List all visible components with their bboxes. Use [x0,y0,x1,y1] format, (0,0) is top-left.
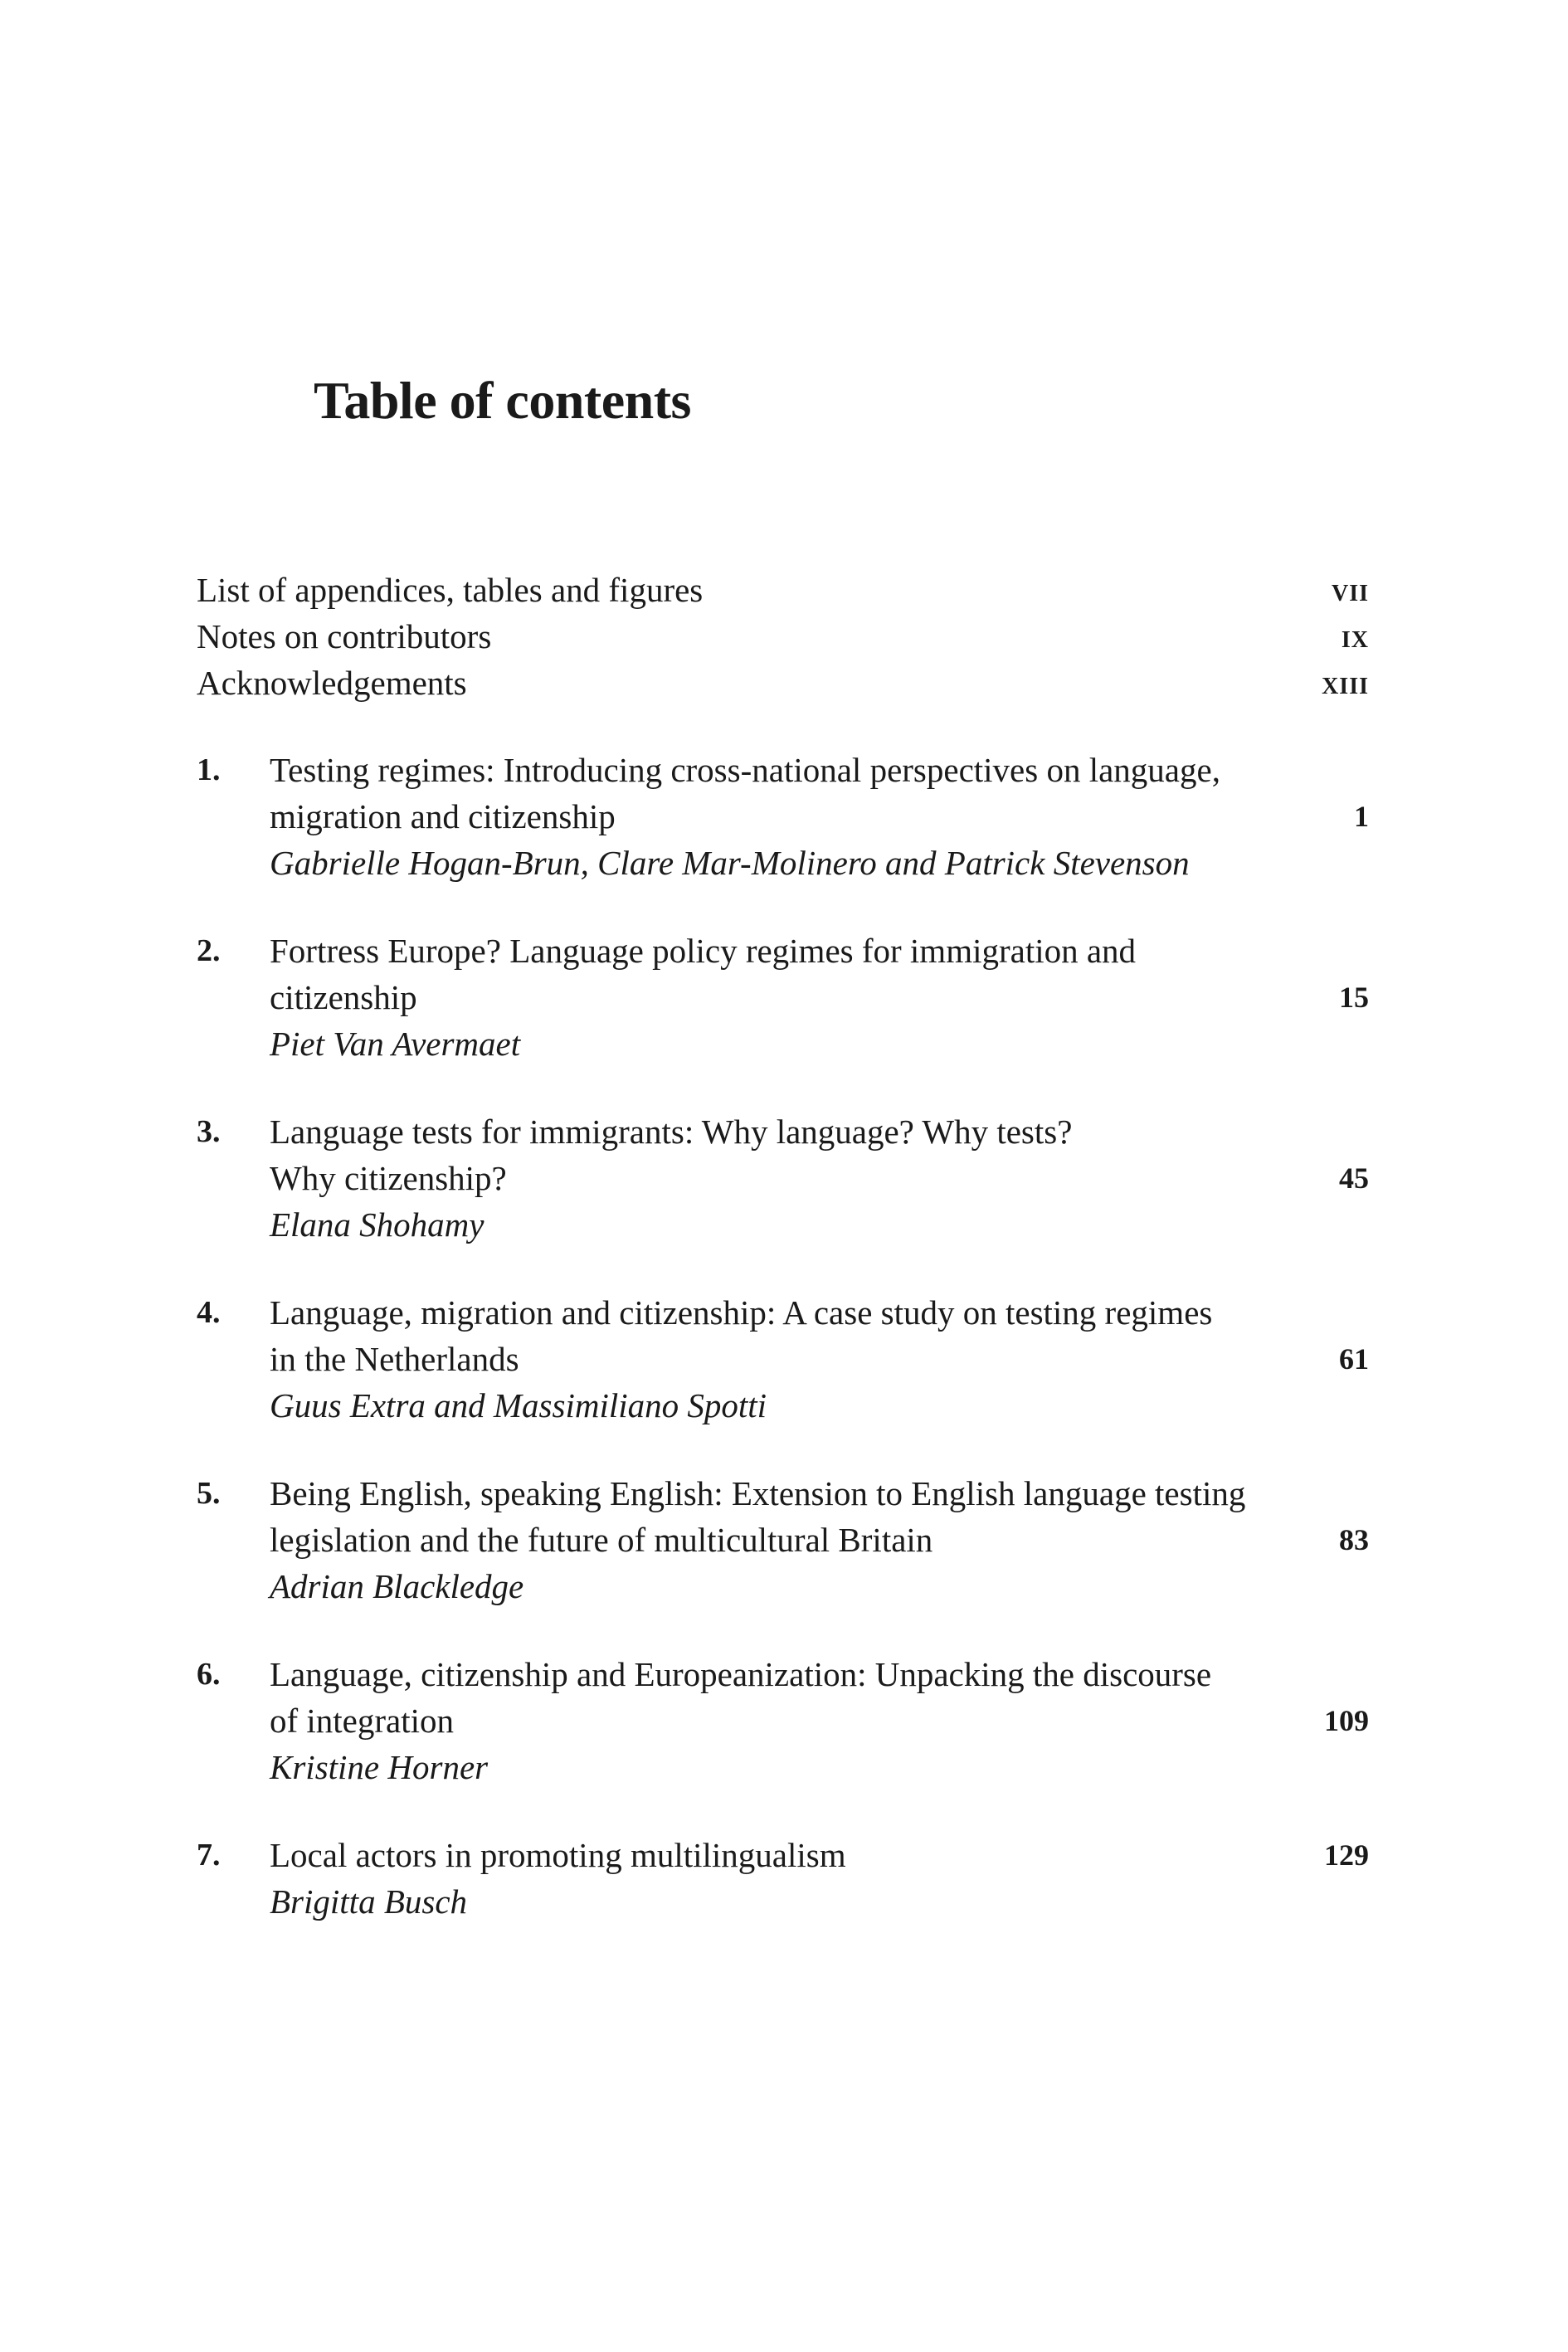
chapter-title-text: migration and citizenship [270,797,616,835]
chapter-entry [197,747,1369,928]
chapter-title-text: citizenship [270,978,417,1016]
chapter-body [270,928,1369,1067]
chapter-number: 2. [197,933,221,968]
front-matter-label: Notes on contributors [197,617,492,655]
chapter-title-line [270,1155,1369,1201]
chapter-page: 129 [1324,1838,1369,1872]
chapter-entry [197,1289,1369,1470]
chapter-title-line [270,1517,1369,1563]
chapter-title-line [270,1336,1369,1382]
chapter-entry [197,1108,1369,1289]
chapter-title-text: in the Netherlands [270,1340,519,1378]
chapter-title-line: Language, migration and citizenship: A case study on testing regimes [270,1293,1213,1332]
chapter-title-text: legislation and the future of multicultural Britain [270,1521,933,1559]
front-matter-page: ix [1341,617,1369,655]
chapter-title-line [270,1697,1369,1744]
chapter-number: 1. [197,752,221,787]
chapter-authors: Brigitta Busch [270,1882,468,1921]
chapter-authors: Kristine Horner [270,1748,489,1786]
chapter-title-line: Being English, speaking English: Extension to English language testing [270,1474,1246,1512]
front-matter-entry [197,613,1369,660]
chapter-number: 4. [197,1295,221,1330]
chapter-authors: Elana Shohamy [270,1205,485,1244]
front-matter-label: Acknowledgements [197,664,467,702]
front-matter-page: vii [1331,571,1369,608]
chapter-title-line [270,793,1369,840]
front-matter-list [197,567,1369,706]
front-matter-entry [197,660,1369,706]
chapter-body [270,1108,1369,1248]
chapter-body [270,1651,1369,1790]
front-matter-page: xiii [1322,664,1369,701]
chapter-title-text: Why citizenship? [270,1159,507,1197]
chapter-title-line: Language, citizenship and Europeanization: Unpacking the discourse [270,1655,1212,1693]
chapter-title-line: Testing regimes: Introducing cross-national perspectives on language, [270,751,1220,789]
chapter-entry [197,928,1369,1108]
front-matter-label: List of appendices, tables and figures [197,571,704,609]
chapter-body [270,1832,1369,1925]
chapter-title-line: Language tests for immigrants: Why language? Why tests? [270,1113,1073,1151]
chapter-title-text: of integration [270,1702,455,1740]
chapter-body [270,747,1369,886]
chapter-title-text: Local actors in promoting multilingualism [270,1836,846,1874]
chapter-authors: Adrian Blackledge [270,1567,524,1605]
chapter-title-line [270,1832,1369,1878]
chapter-body [270,1470,1369,1609]
chapter-page: 83 [1339,1523,1369,1556]
chapter-title-line [270,974,1369,1020]
chapter-page: 61 [1339,1342,1369,1376]
front-matter-entry [197,567,1369,613]
chapter-entry [197,1651,1369,1832]
chapter-body [270,1289,1369,1429]
chapter-list [197,747,1369,1931]
page-title: Table of contents [314,371,691,430]
chapter-page: 45 [1339,1161,1369,1195]
chapter-number: 5. [197,1476,221,1511]
chapter-number: 7. [197,1838,221,1872]
chapter-authors: Piet Van Avermaet [270,1025,521,1063]
chapter-number: 6. [197,1657,221,1692]
chapter-page: 109 [1324,1704,1369,1737]
chapter-entry [197,1832,1369,1931]
chapter-entry [197,1470,1369,1651]
chapter-title-line: Fortress Europe? Language policy regimes for immigration and [270,932,1137,970]
chapter-authors: Gabrielle Hogan-Brun, Clare Mar-Molinero and Patrick Stevenson [270,844,1190,882]
chapter-authors: Guus Extra and Massimiliano Spotti [270,1386,767,1424]
chapter-page: 15 [1339,981,1369,1014]
chapter-number: 3. [197,1114,221,1149]
chapter-page: 1 [1354,800,1369,833]
